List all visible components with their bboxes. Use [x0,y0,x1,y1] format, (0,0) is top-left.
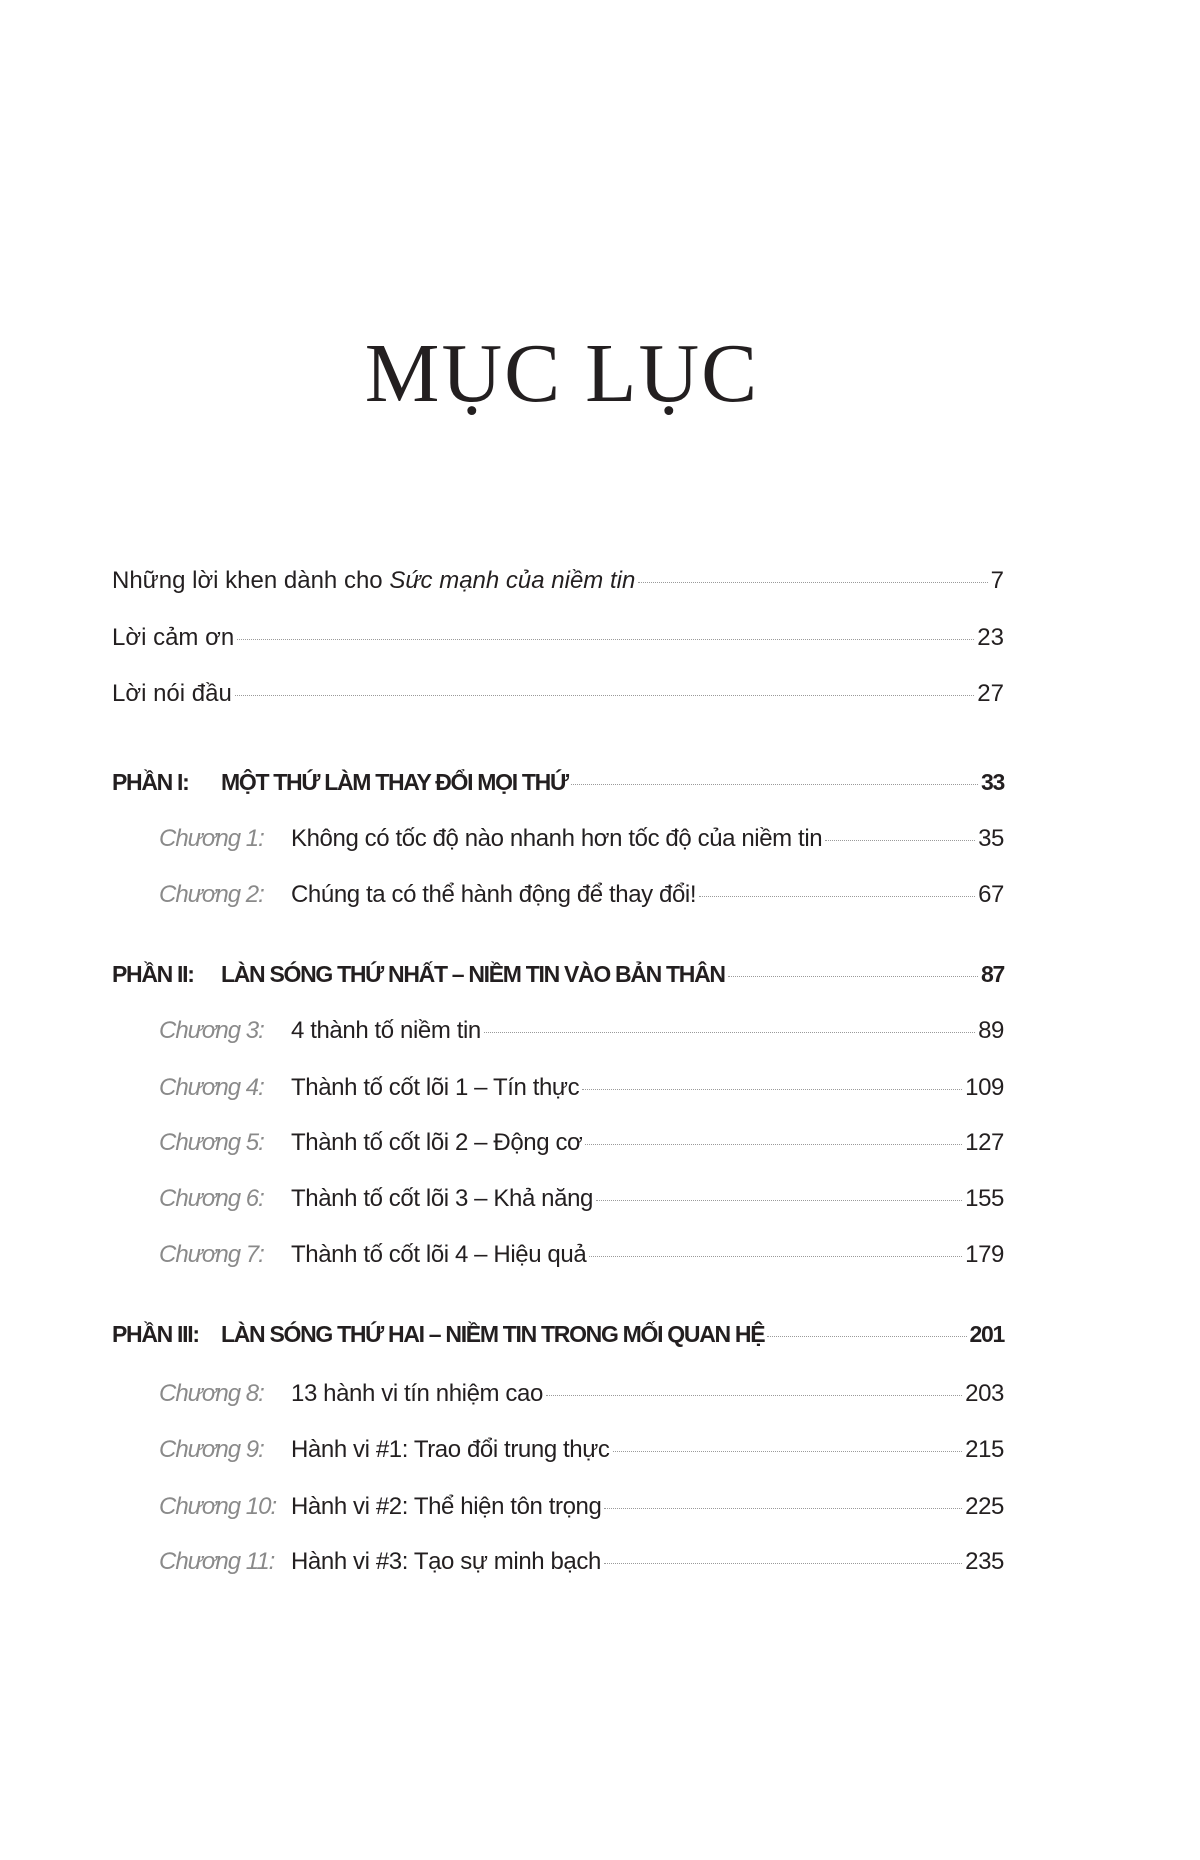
page-number: 201 [969,1321,1004,1347]
toc-entry-chap[interactable] [159,1128,1004,1158]
toc-entry-chap[interactable] [159,824,1004,854]
entry-title [159,824,822,854]
entry-text: Chúng ta có thể hành động để thay đổi! [291,881,697,908]
page-number: 7 [990,567,1004,594]
page-number: 87 [981,961,1004,987]
page-number: 27 [977,680,1004,707]
entry-title [112,566,635,596]
toc-entry-chap[interactable] [159,1073,1004,1103]
entry-text: Hành vi #2: Thể hiện tôn trọng [291,1493,602,1520]
toc-entry-chap[interactable] [159,1016,1004,1046]
entry-title [112,1319,764,1349]
page-number: 215 [965,1436,1004,1463]
entry-text: MỘT THỨ LÀM THAY ĐỔI MỌI THỨ [221,769,568,795]
chapter-label: Chương 5: [159,1129,264,1156]
chapter-label: Chương 1: [159,825,264,852]
entry-text: Thành tố cốt lõi 4 – Hiệu quả [291,1241,587,1268]
entry-text: Lời cảm ơn [112,624,235,651]
entry-title [159,1492,601,1522]
toc-entry-front[interactable] [112,623,1004,653]
page-number: 109 [965,1074,1004,1101]
entry-text: Lời nói đầu [112,680,232,707]
page-number: 35 [978,825,1004,852]
dot-leader [484,1032,975,1033]
chapter-label: Chương 6: [159,1185,264,1212]
entry-title [159,1073,579,1103]
page-number: 23 [977,624,1004,651]
chapter-label: Chương 10: [159,1493,277,1520]
dot-leader [546,1395,962,1396]
page-number: 203 [965,1380,1004,1407]
dot-leader [571,784,978,785]
dot-leader [767,1336,966,1337]
entry-title [159,1128,582,1158]
entry-title [112,679,232,709]
toc-entry-front[interactable] [112,679,1004,709]
toc-entry-chap[interactable] [159,1435,1004,1465]
entry-text: Hành vi #3: Tạo sự minh bạch [291,1548,601,1575]
entry-text: LÀN SÓNG THỨ NHẤT – NIỀM TIN VÀO BẢN THÂN [221,961,725,987]
chapter-label: Chương 8: [159,1380,264,1407]
part-label: PHẦN III: [112,1321,199,1347]
entry-title [159,880,696,910]
entry-text: 4 thành tố niềm tin [291,1017,481,1044]
chapter-label: Chương 2: [159,881,264,908]
entry-title [112,959,725,989]
page-number: 179 [965,1241,1004,1268]
entry-title [159,1379,543,1409]
entry-title [159,1240,586,1270]
chapter-label: Chương 4: [159,1074,264,1101]
toc-entry-chap[interactable] [159,1492,1004,1522]
dot-leader [589,1256,962,1257]
entry-title [112,767,568,797]
toc-entry-part[interactable] [112,959,1004,989]
entry-title [159,1016,481,1046]
part-label: PHẦN II: [112,961,194,987]
entry-title [159,1435,610,1465]
part-label: PHẦN I: [112,769,189,795]
entry-text-italic: Sức mạnh của niềm tin [389,567,636,594]
entry-text: Thành tố cốt lõi 2 – Động cơ [291,1129,583,1156]
dot-leader [604,1563,962,1564]
entry-text: 13 hành vi tín nhiệm cao [291,1380,543,1407]
dot-leader [613,1451,963,1452]
page-title: MỤC LỤC [364,327,760,420]
toc-entry-chap[interactable] [159,880,1004,910]
toc-entry-chap[interactable] [159,1547,1004,1577]
page-number: 127 [965,1129,1004,1156]
dot-leader [237,639,974,640]
entry-text: Thành tố cốt lõi 1 – Tín thực [291,1074,580,1101]
chapter-label: Chương 7: [159,1241,264,1268]
dot-leader [582,1089,962,1090]
dot-leader [585,1144,962,1145]
dot-leader [728,976,978,977]
entry-text: Hành vi #1: Trao đổi trung thực [291,1436,610,1463]
toc-entry-chap[interactable] [159,1184,1004,1214]
page-number: 225 [965,1493,1004,1520]
entry-text: Những lời khen dành cho [112,567,390,594]
toc-entry-front[interactable] [112,566,1004,596]
chapter-label: Chương 11: [159,1548,275,1575]
dot-leader [604,1508,962,1509]
toc-entry-chap[interactable] [159,1379,1004,1409]
entry-title [112,623,234,653]
dot-leader [699,896,975,897]
page-number: 89 [978,1017,1004,1044]
dot-leader [638,582,987,583]
page-number: 235 [965,1548,1004,1575]
entry-text: Không có tốc độ nào nhanh hơn tốc độ của niềm tin [291,825,823,852]
page-number: 67 [978,881,1004,908]
entry-title [159,1184,593,1214]
dot-leader [596,1200,962,1201]
page-number: 33 [981,769,1004,795]
toc-entry-part[interactable] [112,1319,1004,1349]
chapter-label: Chương 9: [159,1436,264,1463]
entry-title [159,1547,601,1577]
page-number: 155 [965,1185,1004,1212]
dot-leader [235,695,974,696]
toc-entry-chap[interactable] [159,1240,1004,1270]
entry-text: Thành tố cốt lõi 3 – Khả năng [291,1185,593,1212]
entry-text: LÀN SÓNG THỨ HAI – NIỀM TIN TRONG MỐI QUAN HỆ [221,1321,765,1347]
toc-entry-part[interactable] [112,767,1004,797]
chapter-label: Chương 3: [159,1017,264,1044]
dot-leader [825,840,975,841]
